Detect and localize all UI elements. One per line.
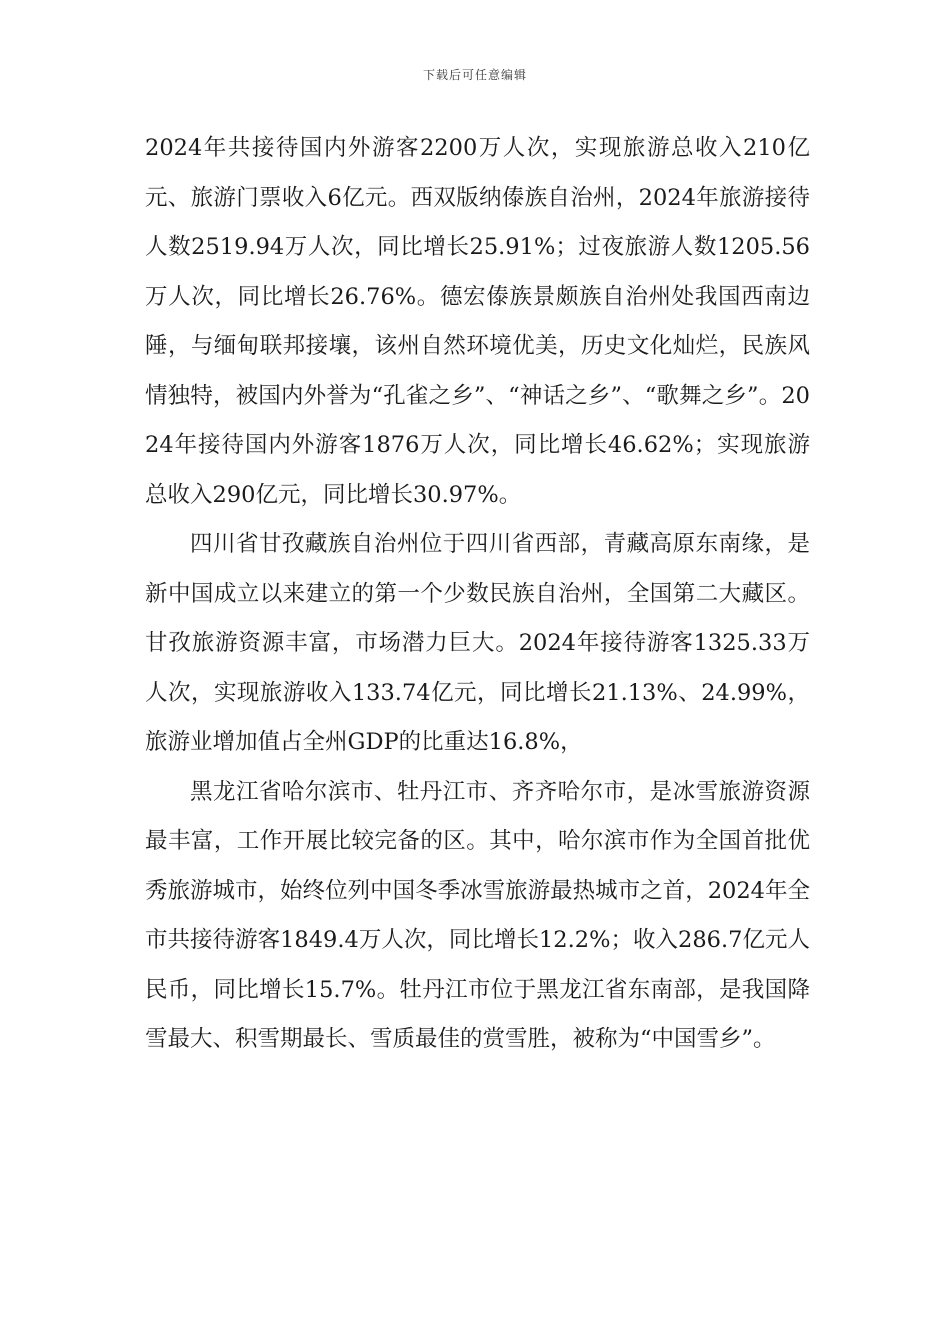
document-body	[145, 124, 810, 1065]
paragraph-yunnan-tourism: 2024年共接待国内外游客2200万人次，实现旅游总收入210亿元、旅游门票收入6亿元。西双版纳傣族自治州，2024年旅游接待人数2519.94万人次，同比增长25.91%；过夜旅游人数1205.56万人次，同比增长26.76%。德宏傣族景颇族自治州处我国西南边陲，与缅甸联邦接壤，该州自然环境优美，历史文化灿烂，民族风情独特，被国内外誉为“孔雀之乡”、“神话之乡”、“歌舞之乡”。2024年接待国内外游客1876万人次，同比增长46.62%；实现旅游总收入290亿元，同比增长30.97%。	[145, 135, 810, 508]
paragraph-ganzi-tourism: 四川省甘孜藏族自治州位于四川省西部，青藏高原东南缘，是新中国成立以来建立的第一个少数民族自治州，全国第二大藏区。甘孜旅游资源丰富，市场潜力巨大。2024年接待游客1325.33万人次，实现旅游收入133.74亿元，同比增长21.13%、24.99%，旅游业增加值占全州GDP的比重达16.8%，	[145, 531, 810, 755]
page-header-note: 下载后可任意编辑	[422, 68, 527, 82]
paragraph-heilongjiang-tourism: 黑龙江省哈尔滨市、牡丹江市、齐齐哈尔市，是冰雪旅游资源最丰富，工作开展比较完备的区。其中，哈尔滨市作为全国首批优秀旅游城市，始终位列中国冬季冰雪旅游最热城市之首，2024年全市共接待游客1849.4万人次，同比增长12.2%；收入286.7亿元人民币，同比增长15.7%。牡丹江市位于黑龙江省东南部，是我国降雪最大、积雪期最长、雪质最佳的赏雪胜，被称为“中国雪乡”。	[145, 778, 810, 1052]
